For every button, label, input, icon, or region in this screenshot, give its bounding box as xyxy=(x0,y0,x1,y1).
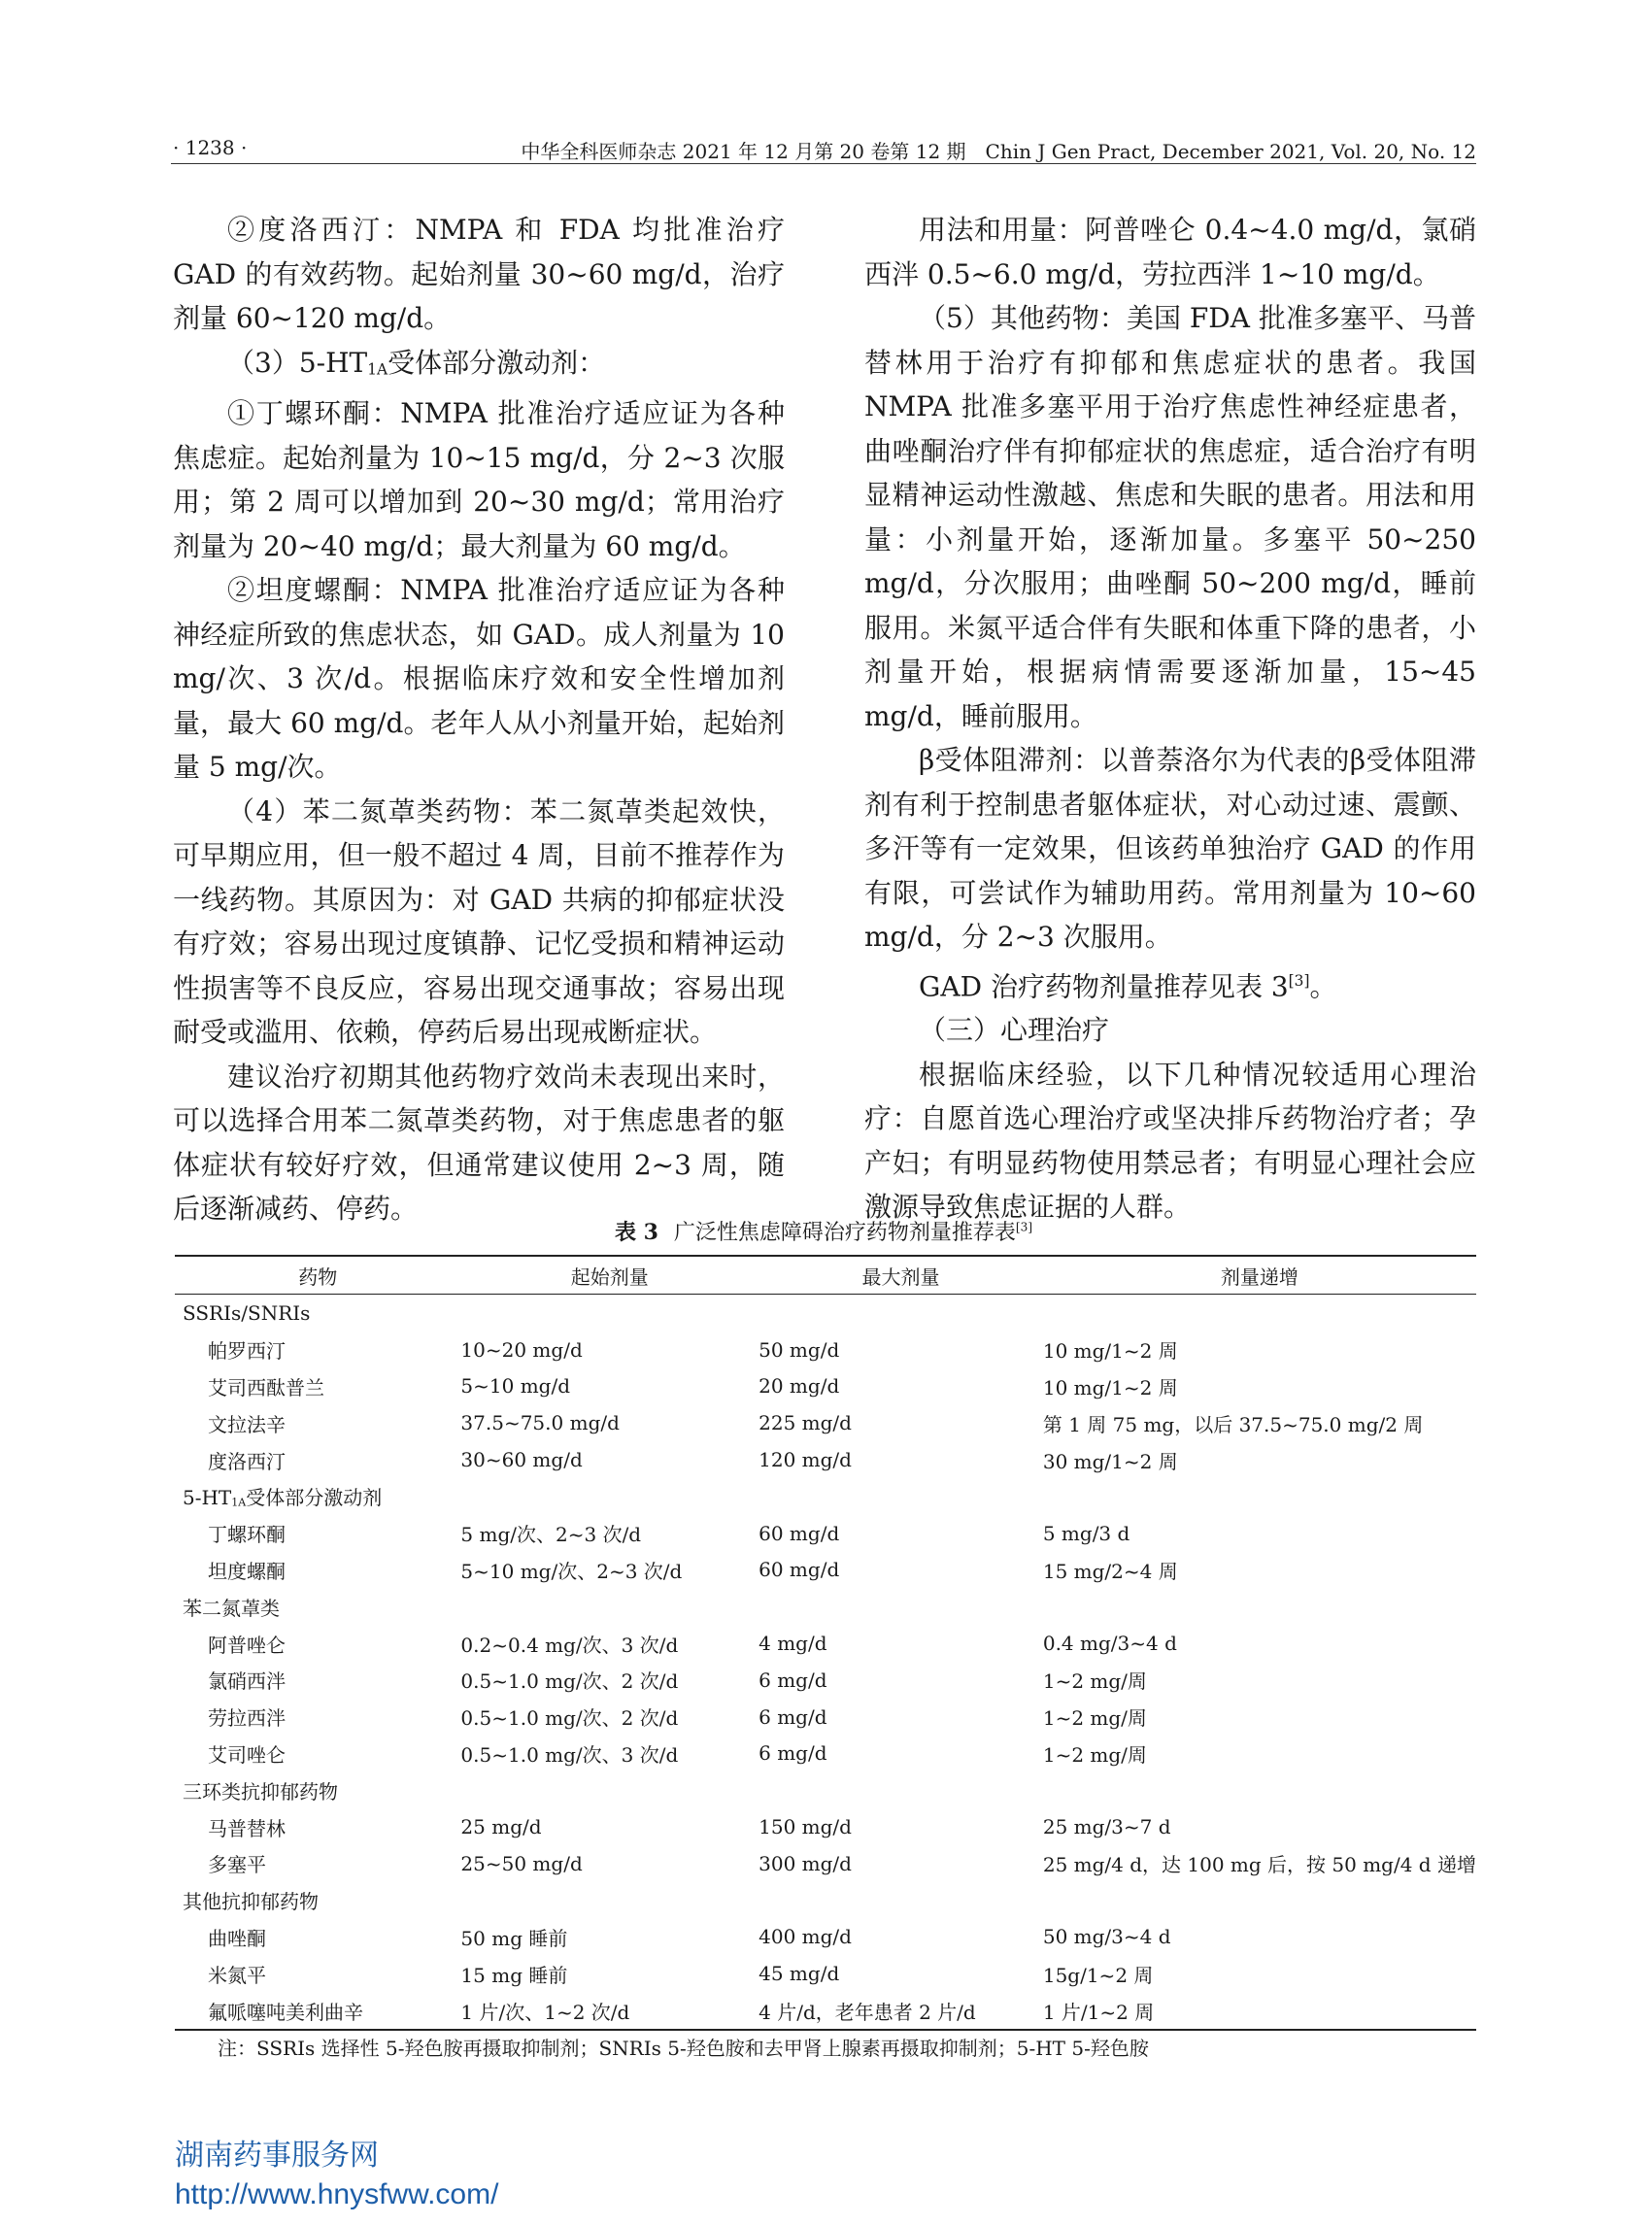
table-row xyxy=(175,1699,1476,1736)
table-row xyxy=(175,1368,1476,1405)
drug-name-cell: 曲唑酮 xyxy=(208,1926,266,1950)
table-row xyxy=(175,1662,1476,1699)
max-dose-cell: 50 mg/d xyxy=(759,1337,840,1362)
column-header: 最大剂量 xyxy=(759,1256,1043,1295)
start-dose-cell: 0.2~0.4 mg/次、3 次/d xyxy=(460,1633,679,1657)
paragraph: （5）其他药物：美国 FDA 批准多塞平、马普替林用于治疗有抑郁和焦虑症状的患者。我国 NMPA 批准多塞平用于治疗焦虑性神经症患者，曲唑酮治疗伴有抑郁症状的焦虑症，适合治疗有明显精神运动性激越、焦虑和失眠的患者。用法和用量：小剂量开始，逐渐加量。多塞平 50~250 mg/d，分次服用；曲唑酮 50~200 mg/d，睡前服用。米氮平适合伴有失眠和体重下降的患者，小剂量开始，根据病情需要逐渐加量，15~45 mg/d，睡前服用。 xyxy=(864,302,1476,732)
drug-name-cell: 阿普唑仑 xyxy=(208,1633,286,1657)
max-dose-cell: 225 mg/d xyxy=(759,1411,852,1435)
column-header: 药物 xyxy=(175,1256,460,1295)
max-dose-cell: 120 mg/d xyxy=(759,1448,852,1472)
max-dose-cell: 6 mg/d xyxy=(759,1668,827,1692)
watermark xyxy=(175,2137,498,2214)
start-dose-cell: 10~20 mg/d xyxy=(460,1337,583,1362)
increment-cell: 10 mg/1~2 周 xyxy=(1042,1375,1178,1399)
start-dose-cell: 0.5~1.0 mg/次、2 次/d xyxy=(460,1669,679,1694)
paragraph: ①丁螺环酮：NMPA 批准治疗适应证为各种焦虑症。起始剂量为 10~15 mg/d，分 2~3 次服用；第 2 周可以增加到 20~30 mg/d；常用治疗剂量为 20~40 mg/d；最大剂量为 60 mg/d。 xyxy=(173,397,785,562)
table-body xyxy=(175,1295,1476,2030)
category-row xyxy=(175,1588,1476,1625)
max-dose-cell: 45 mg/d xyxy=(759,1962,840,1986)
table-title: 广泛性焦虑障碍治疗药物剂量推荐表 xyxy=(673,1221,1016,1245)
paragraph: （4）苯二氮䓬类药物：苯二氮䓬类起效快，可早期应用，但一般不超过 4 周，目前不推荐作为一线药物。其原因为：对 GAD 共病的抑郁症状没有疗效；容易出现过度镇静、记忆受损和精神运动性损害等不良反应，容易出现交通事故；容易出现耐受或滥用、依赖，停药后易出现戒断症状。 xyxy=(173,794,785,1049)
table-row xyxy=(175,1808,1476,1845)
reference-marker[interactable]: [3] xyxy=(1015,1220,1033,1234)
running-header xyxy=(171,130,1476,164)
site-name: 湖南药事服务网 xyxy=(175,2140,379,2172)
table-row xyxy=(175,1404,1476,1441)
table-row xyxy=(175,1515,1476,1552)
drug-name-cell: 文拉法辛 xyxy=(208,1412,286,1436)
paragraph: GAD 治疗药物剂量推荐见表 3[3]。 xyxy=(919,969,1337,1002)
category-label: 其他抗抑郁药物 xyxy=(183,1890,319,1914)
increment-cell: 0.4 mg/3~4 d xyxy=(1042,1632,1177,1656)
drug-name-cell: 度洛西汀 xyxy=(208,1449,286,1473)
start-dose-cell: 25~50 mg/d xyxy=(460,1851,583,1875)
max-dose-cell: 60 mg/d xyxy=(759,1521,840,1545)
drug-name-cell: 多塞平 xyxy=(208,1853,266,1877)
column-header: 剂量递增 xyxy=(1043,1256,1476,1295)
drug-name-cell: 氟哌噻吨美利曲辛 xyxy=(175,1992,460,2030)
table-row xyxy=(175,1332,1476,1368)
paragraph: ②度洛西汀：NMPA 和 FDA 均批准治疗 GAD 的有效药物。起始剂量 30~60 mg/d，治疗剂量 60~120 mg/d。 xyxy=(173,214,785,334)
drug-name-cell: 劳拉西泮 xyxy=(208,1706,286,1731)
start-dose-cell: 15 mg 睡前 xyxy=(460,1963,568,1987)
max-dose-cell: 6 mg/d xyxy=(759,1741,827,1766)
paragraph: 建议治疗初期其他药物疗效尚未表现出来时，可以选择合用苯二氮䓬类药物，对于焦虑患者的躯体症状有较好疗效，但通常建议使用 2~3 周，随后逐渐减药、停药。 xyxy=(173,1060,785,1226)
start-dose-cell: 37.5~75.0 mg/d xyxy=(460,1411,620,1435)
increment-cell: 10 mg/1~2 周 xyxy=(1042,1339,1178,1364)
drug-name-cell: 艾司西酞普兰 xyxy=(208,1375,324,1399)
drug-name-cell: 氯硝西泮 xyxy=(208,1669,286,1694)
start-dose-cell: 50 mg 睡前 xyxy=(460,1926,568,1950)
drug-name-cell: 帕罗西汀 xyxy=(208,1339,286,1364)
start-dose-cell: 5~10 mg/d xyxy=(460,1374,571,1399)
category-row xyxy=(175,1295,1476,1332)
increment-cell: 1 片/1~2 周 xyxy=(1043,1992,1476,2030)
reference-marker[interactable]: [3] xyxy=(1288,971,1310,990)
increment-cell: 15 mg/2~4 周 xyxy=(1042,1559,1178,1583)
paragraph: ②坦度螺酮：NMPA 批准治疗适应证为各种神经症所致的焦虑状态，如 GAD。成人剂量为 10 mg/次、3 次/d。根据临床疗效和安全性增加剂量，最大 60 mg/d。老年人从小剂量开始，起始剂量 5 mg/次。 xyxy=(173,574,785,784)
increment-cell: 25 mg/3~7 d xyxy=(1042,1815,1171,1839)
section-heading: $(3)5-HT_{1A}$受体部分激动剂： xyxy=(227,346,606,379)
category-label: $5-HT_{1A}$受体部分激动剂 xyxy=(183,1486,383,1510)
drug-name-cell: 艾司唑仑 xyxy=(208,1742,286,1767)
max-dose-cell: 6 mg/d xyxy=(759,1704,827,1729)
site-url[interactable]: http://www.hnysfww.com/ xyxy=(175,2178,499,2210)
start-dose-cell: 0.5~1.0 mg/次、2 次/d xyxy=(460,1706,679,1731)
max-dose-cell: 150 mg/d xyxy=(759,1815,852,1839)
section-heading: （三）心理治疗 xyxy=(919,1014,1110,1047)
page-number: · 1238 · xyxy=(173,136,248,159)
column-header: 起始剂量 xyxy=(460,1256,759,1295)
table-row xyxy=(175,1736,1476,1772)
table-header-row xyxy=(175,1256,1476,1295)
category-label: 三环类抗抑郁药物 xyxy=(183,1779,338,1804)
increment-cell: 1~2 mg/周 xyxy=(1042,1669,1147,1694)
increment-cell: 1~2 mg/周 xyxy=(1042,1706,1147,1731)
max-dose-cell: 4 片/d，老年患者 2 片/d xyxy=(759,1992,1043,2030)
table-row xyxy=(175,1955,1476,1992)
table-row xyxy=(175,1441,1476,1478)
category-row xyxy=(175,1771,1476,1808)
start-dose-cell: 5~10 mg/次、2~3 次/d xyxy=(460,1559,683,1583)
start-dose-cell: 5 mg/次、2~3 次/d xyxy=(460,1523,642,1547)
max-dose-cell: 300 mg/d xyxy=(759,1851,852,1875)
table-row xyxy=(175,1845,1476,1882)
drug-name-cell: 坦度螺酮 xyxy=(208,1559,286,1583)
left-column xyxy=(173,208,785,1231)
dosage-table xyxy=(175,1255,1476,2031)
paragraph: 用法和用量：阿普唑仑 0.4~4.0 mg/d，氯硝西泮 0.5~6.0 mg/d，劳拉西泮 1~10 mg/d。 xyxy=(864,214,1476,290)
table-label: 表 3 xyxy=(614,1220,658,1245)
start-dose-cell: 25 mg/d xyxy=(460,1815,542,1839)
table-row xyxy=(175,1992,1476,2030)
table-row xyxy=(175,1919,1476,1956)
max-dose-cell: 60 mg/d xyxy=(759,1558,840,1582)
paragraph: β受体阻滞剂：以普萘洛尔为代表的β受体阻滞剂有利于控制患者躯体症状，对心动过速、震颤、多汗等有一定效果，但该药单独治疗 GAD 的作用有限，可尝试作为辅助用药。常用剂量为 10~60 mg/d，分 2~3 次服用。 xyxy=(864,744,1476,953)
category-row xyxy=(175,1882,1476,1919)
paragraph: 根据临床经验，以下几种情况较适用心理治疗：自愿首选心理治疗或坚决排斥药物治疗者；孕产妇；有明显药物使用禁忌者；有明显心理社会应激源导致焦虑证据的人群。 xyxy=(864,1058,1476,1224)
increment-cell: 50 mg/3~4 d xyxy=(1042,1925,1171,1949)
max-dose-cell: 20 mg/d xyxy=(759,1374,840,1399)
start-dose-cell: 1 片/次、1~2 次/d xyxy=(460,1992,759,2030)
table-row xyxy=(175,1625,1476,1662)
increment-cell: 5 mg/3 d xyxy=(1042,1521,1130,1545)
table-caption xyxy=(171,1216,1476,1246)
start-dose-cell: 0.5~1.0 mg/次、3 次/d xyxy=(460,1742,679,1767)
table-row xyxy=(175,1552,1476,1589)
table-note: 注：SSRIs 选择性 5-羟色胺再摄取抑制剂；SNRIs 5-羟色胺和去甲肾上腺素再摄取抑制剂；5-HT 5-羟色胺 xyxy=(218,2037,1149,2060)
category-row xyxy=(175,1478,1476,1515)
increment-cell: 1~2 mg/周 xyxy=(1042,1742,1147,1767)
increment-cell: 15g/1~2 周 xyxy=(1042,1963,1154,1987)
max-dose-cell: 4 mg/d xyxy=(759,1632,827,1656)
increment-cell: 第 1 周 75 mg，以后 37.5~75.0 mg/2 周 xyxy=(1042,1412,1424,1436)
start-dose-cell: 30~60 mg/d xyxy=(460,1448,583,1472)
drug-name-cell: 丁螺环酮 xyxy=(208,1523,286,1547)
journal-citation: 中华全科医师杂志 2021 年 12 月第 20 卷第 12 期 Chin J Gen Pract, December 2021, Vol. 20, No. 12 xyxy=(521,140,1476,163)
max-dose-cell: 400 mg/d xyxy=(759,1925,852,1949)
increment-cell: 30 mg/1~2 周 xyxy=(1042,1449,1178,1473)
drug-name-cell: 马普替林 xyxy=(208,1816,286,1840)
right-column xyxy=(864,208,1476,1230)
category-label: SSRIs/SNRIs xyxy=(183,1300,311,1325)
drug-name-cell: 米氮平 xyxy=(208,1963,266,1987)
category-label: 苯二氮䓬类 xyxy=(183,1596,280,1620)
increment-cell: 25 mg/4 d，达 100 mg 后，按 50 mg/4 d 递增 xyxy=(1042,1853,1476,1877)
